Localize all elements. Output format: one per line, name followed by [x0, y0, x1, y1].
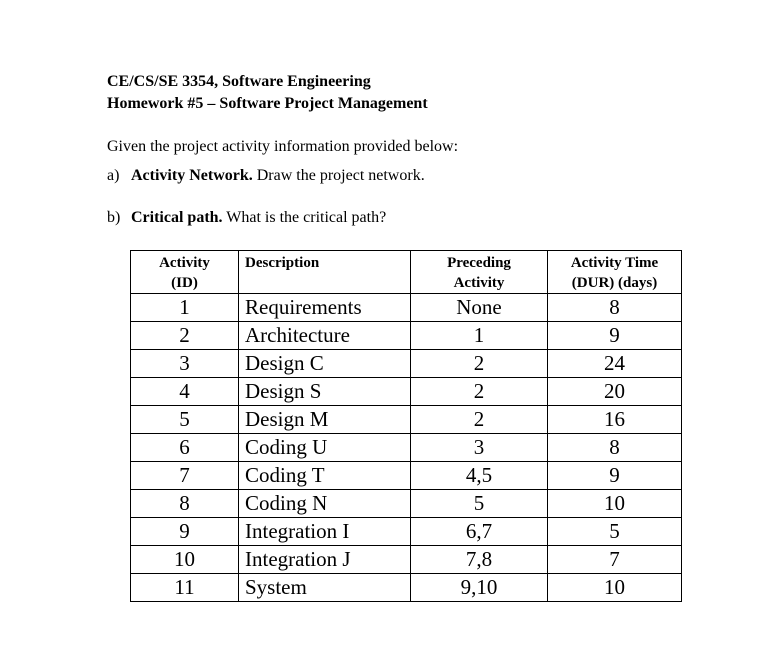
preceding-cell: 2	[411, 406, 548, 434]
table-row	[131, 434, 682, 462]
question-b-marker: b)	[107, 209, 121, 226]
intro-text: Given the project activity information provided below:	[107, 138, 459, 155]
header-time-line2: (DUR) (days)	[571, 275, 658, 291]
header-preceding-line1: Preceding	[447, 255, 511, 271]
duration-cell: 24	[548, 350, 682, 378]
header-description	[239, 251, 411, 294]
activity-id-cell: 10	[131, 546, 239, 574]
duration-cell: 5	[548, 518, 682, 546]
header-preceding	[411, 251, 548, 294]
question-b-title: Critical path.	[131, 209, 223, 226]
course-title: CE/CS/SE 3354, Software Engineering	[107, 73, 371, 90]
header-preceding-line2: Activity	[453, 275, 505, 291]
table-row	[131, 518, 682, 546]
activity-id-cell: 1	[131, 294, 239, 322]
description-cell: Coding T	[239, 462, 411, 490]
table-row	[131, 294, 682, 322]
question-b-text: What is the critical path?	[226, 209, 387, 226]
question-a-title: Activity Network.	[131, 167, 253, 184]
table-row	[131, 490, 682, 518]
preceding-cell: 2	[411, 350, 548, 378]
description-cell: Design M	[239, 406, 411, 434]
preceding-cell: 3	[411, 434, 548, 462]
description-cell: Design S	[239, 378, 411, 406]
header-description-label: Description	[245, 255, 320, 271]
description-cell: Coding U	[239, 434, 411, 462]
table-row	[131, 462, 682, 490]
description-cell: Coding N	[239, 490, 411, 518]
activity-id-cell: 4	[131, 378, 239, 406]
header-id-line1: Activity	[159, 255, 210, 271]
duration-cell: 9	[548, 462, 682, 490]
description-cell: Design C	[239, 350, 411, 378]
table-header-row	[131, 251, 682, 294]
preceding-cell: 2	[411, 378, 548, 406]
duration-cell: 8	[548, 434, 682, 462]
activity-id-cell: 5	[131, 406, 239, 434]
duration-cell: 16	[548, 406, 682, 434]
preceding-cell: 9,10	[411, 574, 548, 602]
activity-id-cell: 8	[131, 490, 239, 518]
activity-id-cell: 3	[131, 350, 239, 378]
question-a	[107, 166, 425, 186]
table-row	[131, 574, 682, 602]
question-a-marker: a)	[107, 167, 120, 184]
duration-cell: 10	[548, 490, 682, 518]
activity-id-cell: 7	[131, 462, 239, 490]
duration-cell: 7	[548, 546, 682, 574]
question-a-text: Draw the project network.	[256, 167, 425, 184]
preceding-cell: 4,5	[411, 462, 548, 490]
description-cell: Integration J	[239, 546, 411, 574]
activity-id-cell: 6	[131, 434, 239, 462]
header-activity-id	[131, 251, 239, 294]
assignment-title: Homework #5 – Software Project Management	[107, 95, 428, 112]
activity-id-cell: 11	[131, 574, 239, 602]
table-row	[131, 378, 682, 406]
duration-cell: 20	[548, 378, 682, 406]
preceding-cell: 1	[411, 322, 548, 350]
duration-cell: 10	[548, 574, 682, 602]
description-cell: Architecture	[239, 322, 411, 350]
description-cell: Integration I	[239, 518, 411, 546]
header-activity-time	[548, 251, 682, 294]
activity-id-cell: 9	[131, 518, 239, 546]
table-row	[131, 406, 682, 434]
duration-cell: 8	[548, 294, 682, 322]
preceding-cell: 6,7	[411, 518, 548, 546]
description-cell: Requirements	[239, 294, 411, 322]
table-row	[131, 350, 682, 378]
preceding-cell: None	[411, 294, 548, 322]
preceding-cell: 7,8	[411, 546, 548, 574]
header-time-line1: Activity Time	[570, 255, 659, 271]
table-row	[131, 322, 682, 350]
header-id-line2: (ID)	[171, 275, 198, 291]
activity-id-cell: 2	[131, 322, 239, 350]
duration-cell: 9	[548, 322, 682, 350]
question-b	[107, 208, 386, 228]
description-cell: System	[239, 574, 411, 602]
preceding-cell: 5	[411, 490, 548, 518]
activity-table	[130, 250, 682, 602]
table-row	[131, 546, 682, 574]
